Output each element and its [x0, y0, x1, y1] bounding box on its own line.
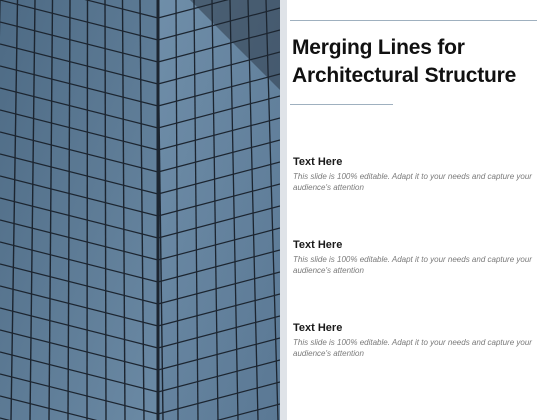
title-underline: [290, 104, 393, 105]
text-block-body: This slide is 100% editable. Adapt it to your needs and capture your audience's attention: [293, 338, 532, 358]
top-rule: [290, 20, 537, 21]
text-block-heading: Text Here: [293, 239, 343, 251]
text-block-body: This slide is 100% editable. Adapt it to your needs and capture your audience's attention: [293, 172, 532, 192]
text-block-body: This slide is 100% editable. Adapt it to your needs and capture your audience's attention: [293, 255, 532, 275]
text-block-heading: Text Here: [293, 156, 343, 168]
text-block-1: [293, 155, 543, 193]
text-block-heading: Text Here: [293, 322, 343, 334]
text-block-2: [293, 238, 543, 276]
divider-strip: [280, 0, 287, 420]
text-block-3: [293, 321, 543, 359]
slide-title: Merging Lines for Architectural Structure: [292, 36, 517, 87]
